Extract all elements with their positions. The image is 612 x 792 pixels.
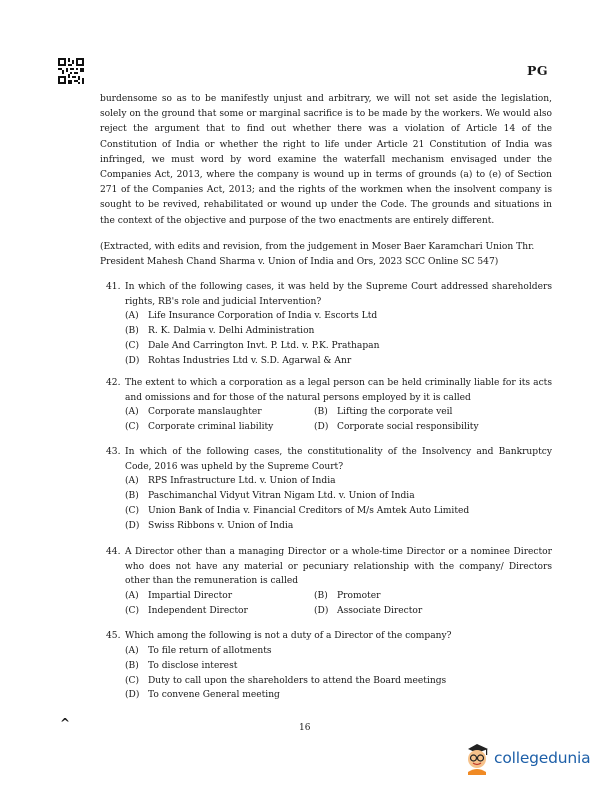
option-c[interactable]: (C) Dale And Carrington Invt. P. Ltd. v. P.K. Prathapan (125, 341, 380, 352)
question-number: 41. (106, 282, 121, 292)
question-number: 42. (106, 378, 121, 388)
question-45 (106, 629, 552, 703)
option-d[interactable]: (D) Corporate social responsibility (314, 422, 479, 433)
option-c[interactable]: (C) Duty to call upon the shareholders to attend the Board meetings (125, 675, 447, 686)
option-a[interactable]: (A) To file return of allotments (125, 645, 272, 656)
question-41 (106, 280, 552, 369)
option-d[interactable]: (D) To convene General meeting (125, 690, 280, 701)
option-c[interactable]: (C) Independent Director (125, 605, 248, 616)
question-number: 43. (106, 447, 121, 457)
option-d[interactable]: (D) Swiss Ribbons v. Union of India (125, 521, 294, 531)
collegedunia-logo[interactable] (462, 740, 612, 776)
mascot-icon (462, 741, 492, 775)
option-b[interactable]: (B) Lifting the corporate veil (314, 407, 453, 418)
option-c[interactable]: (C) Corporate criminal liability (125, 422, 274, 433)
option-b[interactable]: (B) To disclose interest (125, 660, 238, 671)
question-text: In which of the following cases, the constitutionality of the Insolvency and Bankruptcy Code, 2016 was upheld by the Supreme Court? (125, 447, 552, 472)
option-c[interactable]: (C) Union Bank of India v. Financial Creditors of M/s Amtek Auto Limited (125, 506, 470, 517)
qr-code (58, 58, 84, 84)
paper-code: PG (527, 63, 549, 78)
question-44 (106, 545, 552, 619)
question-text: In which of the following cases, it was held by the Supreme Court addressed shareholders rights, RB's role and judicial Intervention? (125, 282, 552, 307)
scroll-up-caret-icon[interactable]: ^ (60, 716, 71, 730)
page-number: 16 (299, 723, 311, 733)
option-b[interactable]: (B) Paschimanchal Vidyut Vitran Nigam Ltd. v. Union of India (125, 491, 415, 502)
question-text: A Director other than a managing Director or a whole-time Director or a nominee Director who does not have any material or pecuniary relationship with the company/ Directors other than the remuneration is called (125, 547, 552, 587)
question-text: The extent to which a corporation as a legal person can be held criminally liable for its acts and omissions and for those of the natural persons employed by it is called (125, 378, 552, 403)
option-a[interactable]: (A) Corporate manslaughter (125, 407, 262, 418)
question-43 (106, 445, 552, 534)
question-text: Which among the following is not a duty of a Director of the company? (125, 631, 452, 641)
passage-text: burdensome so as to be manifestly unjust and arbitrary, we will not set aside the legislation, solely on the ground that some or marginal sacrifice is to be made by the workers. We would also reject the argument that to find out whether there was a violation of Article 14 of the Constitution of India or whether the right to life under Article 21 Constitution of India was infringed, we must word by word examine the waterfall mechanism envisaged under the Companies Act, 2013, where the company is wound up in terms of grounds (a) to (e) of Section 271 of the Companies Act, 2013; and the rights of the workmen when the insolvent company is sought to be revived, rehabilitated or wound up under the Code. The grounds and situations in the context of the objective and purpose of the two enactments are entirely different. (100, 94, 552, 226)
option-b[interactable]: (B) Promoter (314, 590, 381, 601)
option-d[interactable]: (D) Rohtas Industries Ltd v. S.D. Agarwal & Anr (125, 356, 352, 366)
question-42 (106, 376, 552, 435)
question-number: 45. (106, 631, 121, 641)
option-a[interactable]: (A) RPS Infrastructure Ltd. v. Union of India (125, 476, 336, 487)
brand-name: collegedunia (494, 749, 591, 767)
option-a[interactable]: (A) Impartial Director (125, 590, 233, 601)
option-b[interactable]: (B) R. K. Dalmia v. Delhi Administration (125, 326, 315, 337)
passage-source: (Extracted, with edits and revision, from the judgement in Moser Baer Karamchari Union Thr. President Mahesh Chand Sharma v. Union of India and Ors, 2023 SCC Online SC 547) (100, 242, 535, 267)
option-a[interactable]: (A) Life Insurance Corporation of India v. Escorts Ltd (125, 311, 378, 322)
option-d[interactable]: (D) Associate Director (314, 605, 423, 616)
question-number: 44. (106, 547, 121, 557)
